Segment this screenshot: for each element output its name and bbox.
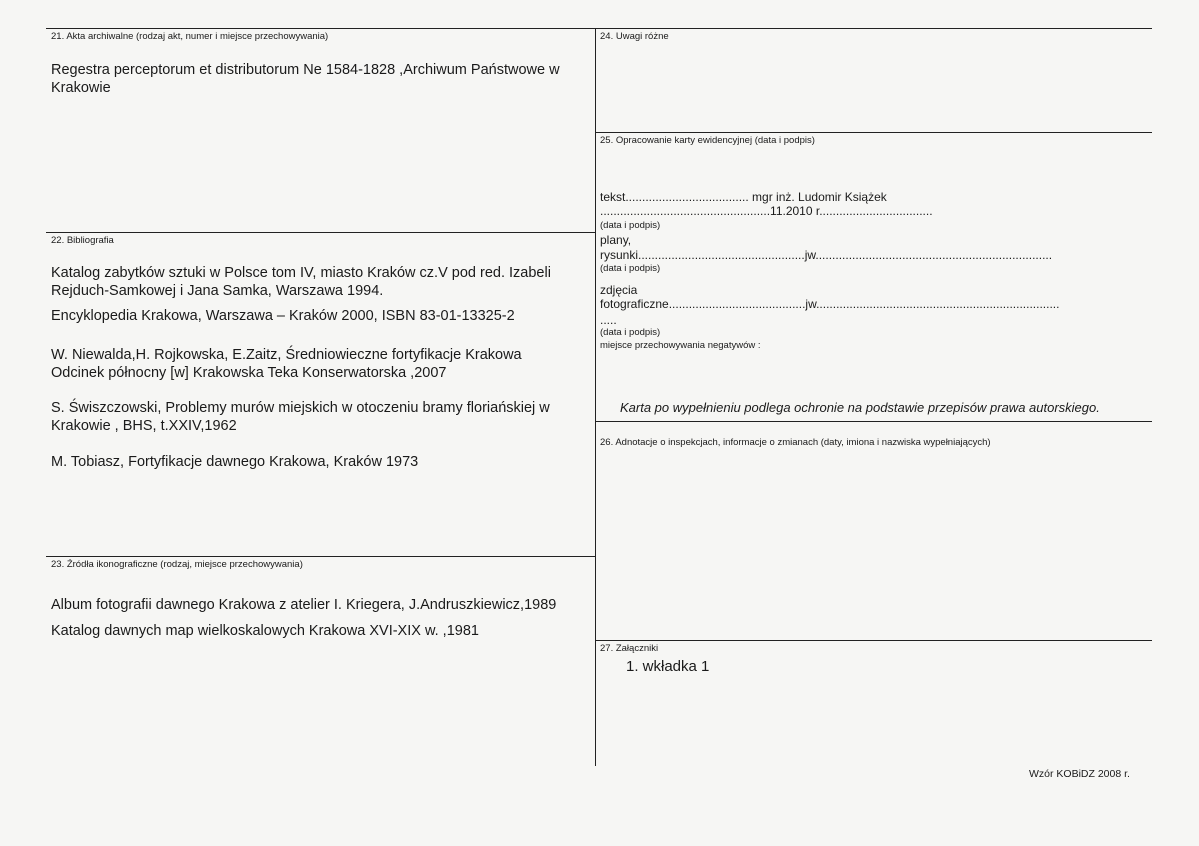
divider-22-23 (46, 556, 595, 557)
iconography-item-1: Album fotografii dawnego Krakowa z atelier I. Kriegera, J.Andruszkiewicz,1989 (51, 597, 557, 613)
bibliography-item-3-line-1: W. Niewalda,H. Rojkowska, E.Zaitz, Średniowieczne fortyfikacje Krakowa (51, 347, 522, 363)
section-25-label: 25. Opracowanie karty ewidencyjnej (data i podpis) (600, 135, 815, 146)
section-22-label: 22. Bibliografia (51, 235, 114, 246)
column-divider (595, 28, 596, 766)
section-21-label: 21. Akta archiwalne (rodzaj akt, numer i miejsce przechowywania) (51, 31, 329, 42)
section-23-label: 23. Źródła ikonograficzne (rodzaj, miejsce przechowywania) (51, 559, 303, 570)
divider-24-25 (595, 132, 1152, 133)
attachment-item-1: 1. wkładka 1 (626, 658, 710, 675)
rysunki-line: rysunki..................................................jw....................................................................... (600, 248, 1053, 262)
divider-26-27 (595, 640, 1152, 641)
section-24-label: 24. Uwagi różne (600, 31, 669, 42)
bibliography-item-1-line-1: Katalog zabytków sztuki w Polsce tom IV, miasto Kraków cz.V pod red. Izabeli (51, 265, 551, 281)
form-template-footer: Wzór KOBiDZ 2008 r. (1029, 768, 1130, 780)
copyright-notice: Karta po wypełnieniu podlega ochronie na podstawie przepisów prawa autorskiego. (620, 400, 1100, 415)
bibliography-item-5: M. Tobiasz, Fortyfikacje dawnego Krakowa, Kraków 1973 (51, 454, 419, 470)
bibliography-item-4-line-2: Krakowie , BHS, t.XXIV,1962 (51, 418, 237, 434)
bibliography-item-1-line-2: Rejduch-Samkowej i Jana Samka, Warszawa 1994. (51, 283, 384, 299)
divider-25-26 (595, 421, 1152, 422)
negatives-location-label: miejsce przechowywania negatywów : (600, 340, 761, 351)
plany-label: plany, (600, 233, 632, 247)
data-i-podpis-3: (data i podpis) (600, 327, 661, 338)
fotograficzne-line: fotograficzne.........................................jw......................................................................... (600, 297, 1060, 311)
iconography-item-2: Katalog dawnych map wielkoskalowych Krakowa XVI-XIX w. ,1981 (51, 623, 479, 639)
top-rule (46, 28, 1152, 29)
bibliography-item-3-line-2: Odcinek północny [w] Krakowska Teka Konserwatorska ,2007 (51, 365, 447, 381)
date-line: ...................................................11.2010 r.................................. (600, 204, 933, 218)
dots-short: ..... (600, 313, 617, 327)
bibliography-item-2: Encyklopedia Krakowa, Warszawa – Kraków 2000, ISBN 83-01-13325-2 (51, 308, 515, 324)
bibliography-item-4-line-1: S. Świszczowski, Problemy murów miejskich w otoczeniu bramy floriańskiej w (51, 400, 550, 416)
zdjecia-label: zdjęcia (600, 283, 638, 297)
divider-21-22 (46, 232, 595, 233)
section-21-line-1: Regestra perceptorum et distributorum Ne 1584-1828 ,Archiwum Państwowe w (51, 62, 560, 78)
tekst-line: tekst..................................... mgr inż. Ludomir Książek (600, 190, 887, 204)
section-26-label: 26. Adnotacje o inspekcjach, informacje o zmianach (daty, imiona i nazwiska wypełniających) (600, 437, 991, 448)
data-i-podpis-1: (data i podpis) (600, 220, 661, 231)
data-i-podpis-2: (data i podpis) (600, 263, 661, 274)
section-27-label: 27. Załączniki (600, 643, 659, 654)
section-21-line-2: Krakowie (51, 80, 111, 96)
